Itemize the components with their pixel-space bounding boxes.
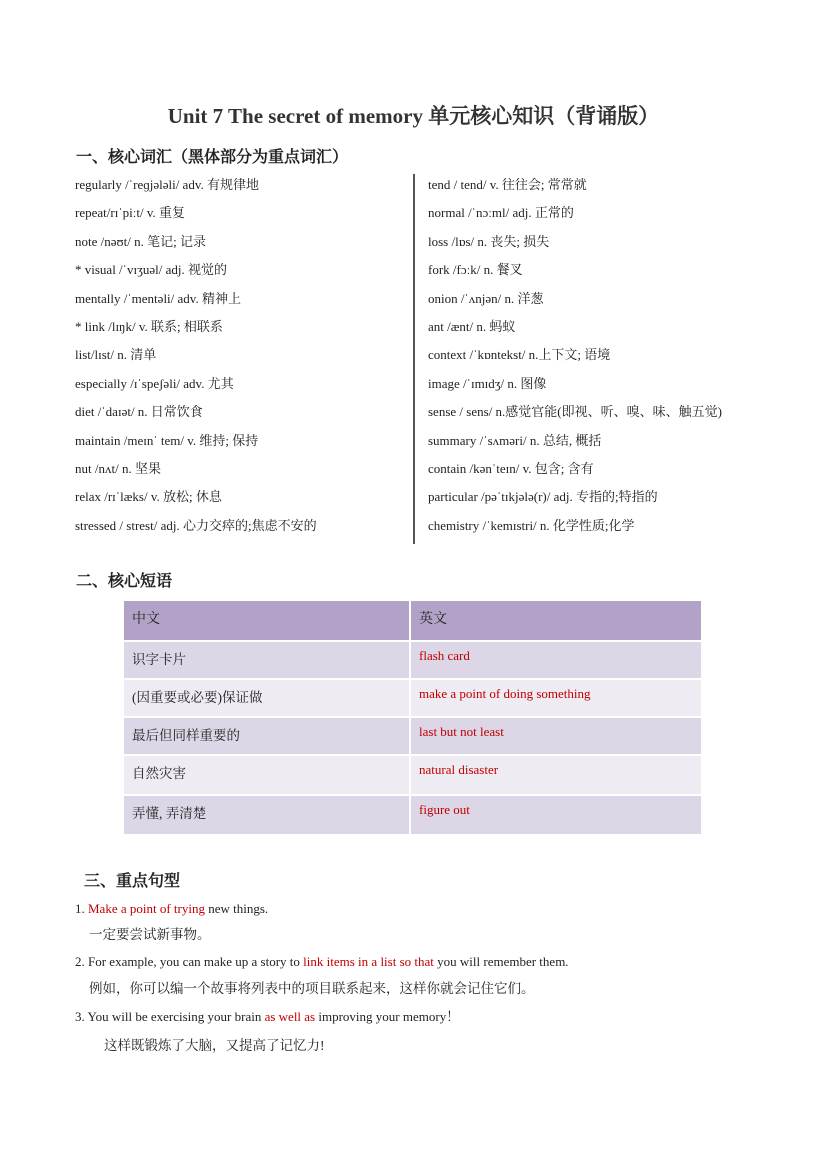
sentence-1-chinese: 一定要尝试新事物。 xyxy=(89,927,211,942)
table-row xyxy=(124,755,702,795)
vocab-item: regularly /ˈreɡjələli/ adv. 有规律地 xyxy=(75,177,259,192)
vocab-item: context /ˈkɒntekst/ n.上下文; 语境 xyxy=(428,347,611,363)
vocab-item: relax /rɪˈlæks/ v. 放松; 休息 xyxy=(75,489,222,505)
phrase-english: natural disaster xyxy=(410,755,702,795)
vocab-list-right xyxy=(428,176,722,545)
vocab-item: stressed / strest/ adj. 心力交瘁的;焦虑不安的 xyxy=(75,517,317,533)
key-phrase: Make a point of trying xyxy=(88,901,205,916)
vocab-item: contain /kənˈteɪn/ v. 包含; 含有 xyxy=(428,460,594,476)
vocab-item: chemistry /ˈkemɪstri/ n. 化学性质;化学 xyxy=(428,517,635,533)
header-cell-chinese: 中文 xyxy=(124,601,410,641)
phrase-chinese: 弄懂, 弄清楚 xyxy=(124,795,410,835)
vocab-item: maintain /meɪnˈ tem/ v. 维持; 保持 xyxy=(75,432,259,448)
phrase-english: make a point of doing something xyxy=(410,679,702,717)
vocab-item: fork /fɔːk/ n. 餐叉 xyxy=(428,262,523,278)
vocab-item: tend / tend/ v. 往往会; 常常就 xyxy=(428,177,587,192)
sentence-text: You will be exercising your brain xyxy=(87,1009,265,1024)
sentence-3-chinese: 这样既锻炼了大脑，又提高了记忆力! xyxy=(104,1038,325,1053)
sentence-number: 1. xyxy=(75,901,85,916)
vocab-item: particular /pəˈtɪkjələ(r)/ adj. 专指的;特指的 xyxy=(428,489,658,505)
sentence-2-chinese: 例如，你可以编一个故事将列表中的项目联系起来，这样你就会记住它们。 xyxy=(89,981,535,996)
vocab-item: loss /lɒs/ n. 丧失; 损失 xyxy=(428,233,550,249)
vocab-item: repeat/rɪˈpiːt/ v. 重复 xyxy=(75,205,185,221)
vocab-item: onion /ˈʌnjən/ n. 洋葱 xyxy=(428,290,544,306)
phrase-chinese: 识字卡片 xyxy=(124,641,410,679)
table-row xyxy=(124,679,702,717)
vocab-item: summary /ˈsʌməri/ n. 总结, 概括 xyxy=(428,432,602,448)
column-divider xyxy=(413,174,415,544)
vocab-item: * visual /ˈvɪʒuəl/ adj. 视觉的 xyxy=(75,262,228,278)
sentence-text: For example, you can make up a story to xyxy=(88,954,304,969)
vocab-item: sense / sens/ n.感觉官能(即视、听、嗅、味、触五觉) xyxy=(428,404,722,420)
vocab-heading: 一、核心词汇（黑体部分为重点词汇） xyxy=(76,149,349,166)
vocab-item: ant /ænt/ n. 蚂蚁 xyxy=(428,318,516,334)
table-row xyxy=(124,717,702,755)
vocab-item: normal /ˈnɔːml/ adj. 正常的 xyxy=(428,205,574,221)
phrases-heading: 二、核心短语 xyxy=(76,573,173,590)
table-row xyxy=(124,641,702,679)
header-cell-english: 英文 xyxy=(410,601,702,641)
vocab-item: note /nəʊt/ n. 笔记; 记录 xyxy=(75,233,206,249)
vocab-item: nut /nʌt/ n. 坚果 xyxy=(75,460,161,476)
sentence-text: you will remember them. xyxy=(433,954,569,969)
vocab-list-left xyxy=(75,176,317,545)
sentence-number: 3. xyxy=(75,1009,85,1024)
vocab-item: especially /ɪˈspeʃəli/ adv. 尤其 xyxy=(75,375,234,391)
vocab-item: * link /lɪŋk/ v. 联系; 相联系 xyxy=(75,318,223,334)
vocab-item: mentally /ˈmentəli/ adv. 精神上 xyxy=(75,290,241,306)
sentence-1-english xyxy=(75,900,268,918)
sentences-heading: 三、重点句型 xyxy=(84,873,181,890)
phrase-chinese: 自然灾害 xyxy=(124,755,410,795)
table-row xyxy=(124,795,702,835)
vocab-item: image /ˈɪmɪdʒ/ n. 图像 xyxy=(428,375,547,391)
phrases-table xyxy=(124,601,703,836)
vocab-item: list/lɪst/ n. 清单 xyxy=(75,347,157,363)
sentence-text: improving your memory！ xyxy=(315,1009,460,1024)
page-title: Unit 7 The secret of memory 单元核心知识（背诵版） xyxy=(167,104,660,128)
phrase-chinese: 最后但同样重要的 xyxy=(124,717,410,755)
phrase-english: flash card xyxy=(410,641,702,679)
phrase-english: figure out xyxy=(410,795,702,835)
sentence-3-english xyxy=(75,1008,459,1026)
sentence-text: new things. xyxy=(204,901,269,916)
sentence-2-english xyxy=(75,953,569,971)
vocab-item: diet /ˈdaɪət/ n. 日常饮食 xyxy=(75,404,203,420)
phrase-english: last but not least xyxy=(410,717,702,755)
key-phrase: as well as xyxy=(264,1009,316,1024)
sentence-number: 2. xyxy=(75,954,85,969)
table-header-row xyxy=(124,601,702,641)
key-phrase: link items in a list so that xyxy=(303,954,434,969)
phrase-chinese: (因重要或必要)保证做 xyxy=(124,679,410,717)
